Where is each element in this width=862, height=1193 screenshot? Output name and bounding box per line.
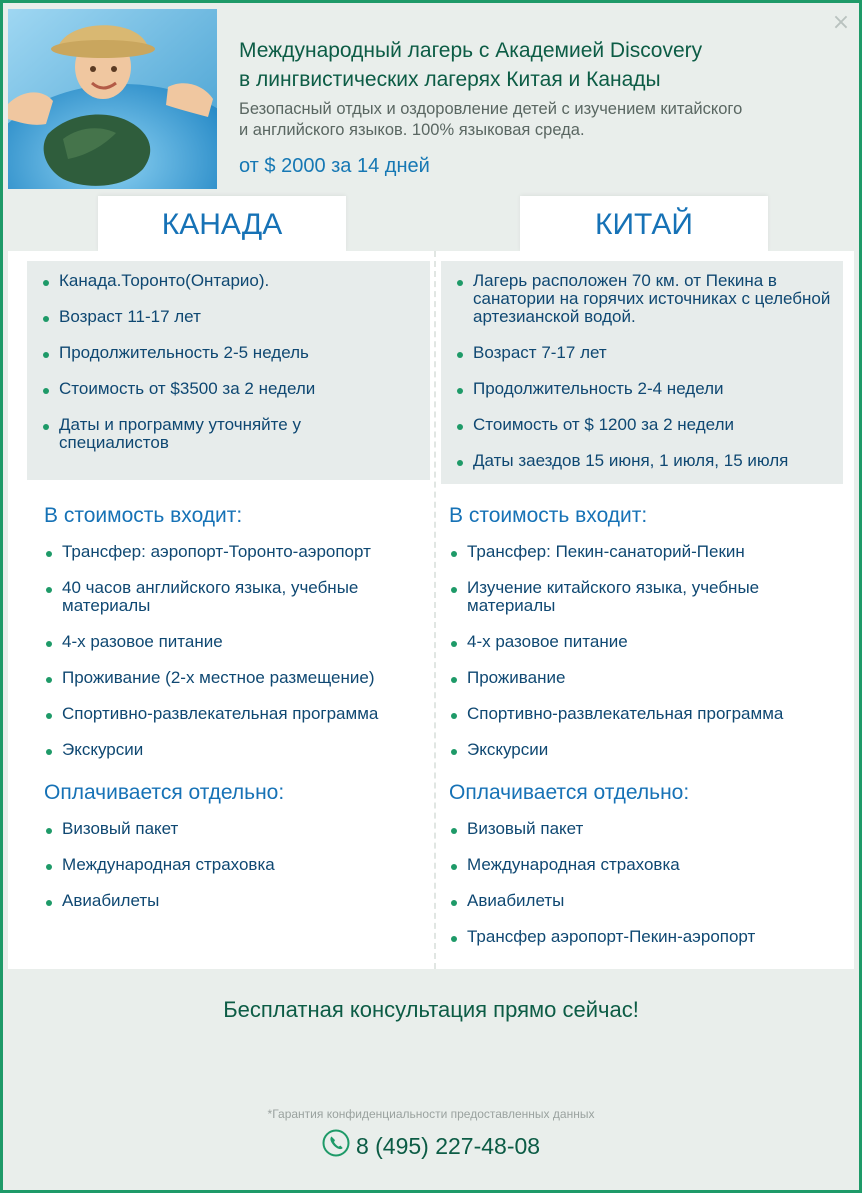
list-item: Международная страховка xyxy=(449,856,849,874)
list-item: Проживание xyxy=(449,669,849,687)
canada-extra-list xyxy=(44,820,429,928)
column-divider xyxy=(434,251,436,969)
tab-canada[interactable]: КАНАДА xyxy=(98,196,346,252)
list-item: 4-х разовое питание xyxy=(449,633,849,651)
list-item: Спортивно-развлекательная программа xyxy=(449,705,849,723)
header-title xyxy=(239,36,829,94)
list-item: Лагерь расположен 70 км. от Пекина в санатории на горячих источниках с целебной артезианской водой. xyxy=(455,272,833,326)
canada-extra-title: Оплачивается отдельно: xyxy=(44,781,285,804)
china-extra-list xyxy=(449,820,849,964)
canada-included-list xyxy=(44,543,429,777)
list-item: Продолжительность 2-5 недель xyxy=(41,344,420,362)
header-description xyxy=(239,99,839,141)
list-item: 40 часов английского языка, учебные материалы xyxy=(44,579,429,615)
hero-photo xyxy=(8,9,217,189)
header-description-line-1: Безопасный отдых и оздоровление детей с изучением китайского xyxy=(239,100,743,118)
canada-summary-list xyxy=(27,261,430,452)
header-price: от $ 2000 за 14 дней xyxy=(239,155,430,177)
china-included-list xyxy=(449,543,849,777)
list-item: Трансфер: аэропорт-Торонто-аэропорт xyxy=(44,543,429,561)
china-summary-box xyxy=(441,261,843,484)
phone-icon xyxy=(322,1129,350,1163)
header-description-line-2: и английского языков. 100% языковая среда. xyxy=(239,121,585,139)
canada-summary-box xyxy=(27,261,430,480)
phone-number[interactable]: 8 (495) 227-48-08 xyxy=(355,1133,541,1160)
list-item: Продолжительность 2-4 недели xyxy=(455,380,833,398)
list-item: Трансфер: Пекин-санаторий-Пекин xyxy=(449,543,849,561)
list-item: Стоимость от $3500 за 2 недели xyxy=(41,380,420,398)
list-item: Проживание (2-х местное размещение) xyxy=(44,669,429,687)
list-item: 4-х разовое питание xyxy=(44,633,429,651)
consultation-heading: Бесплатная консультация прямо сейчас! xyxy=(223,997,639,1022)
list-item: Даты заездов 15 июня, 1 июля, 15 июля xyxy=(455,452,833,470)
list-item: Визовый пакет xyxy=(449,820,849,838)
list-item: Авиабилеты xyxy=(449,892,849,910)
list-item: Международная страховка xyxy=(44,856,429,874)
list-item: Визовый пакет xyxy=(44,820,429,838)
list-item: Изучение китайского языка, учебные материалы xyxy=(449,579,849,615)
tab-china[interactable]: КИТАЙ xyxy=(520,196,768,252)
privacy-note: *Гарантия конфиденциальности предоставленных данных xyxy=(267,1107,595,1121)
content-panel xyxy=(8,251,854,969)
china-summary-list xyxy=(441,261,843,470)
phone-number-row[interactable] xyxy=(8,1133,854,1163)
list-item: Экскурсии xyxy=(44,741,429,759)
header-title-line-2: в лингвистических лагерях Китая и Канады xyxy=(239,68,661,91)
list-item: Трансфер аэропорт-Пекин-аэропорт xyxy=(449,928,849,946)
list-item: Канада.Торонто(Онтарио). xyxy=(41,272,420,290)
list-item: Спортивно-развлекательная программа xyxy=(44,705,429,723)
list-item: Экскурсии xyxy=(449,741,849,759)
china-extra-title: Оплачивается отдельно: xyxy=(449,781,690,804)
china-included-title: В стоимость входит: xyxy=(449,504,648,527)
footer xyxy=(8,969,854,1190)
list-item: Даты и программу уточняйте у специалистов xyxy=(41,416,359,452)
header-title-line-1: Международный лагерь с Академией Discovery xyxy=(239,39,703,62)
list-item: Возраст 11-17 лет xyxy=(41,308,420,326)
list-item: Стоимость от $ 1200 за 2 недели xyxy=(455,416,833,434)
list-item: Авиабилеты xyxy=(44,892,429,910)
close-icon[interactable]: × xyxy=(831,10,851,35)
list-item: Возраст 7-17 лет xyxy=(455,344,833,362)
canada-included-title: В стоимость входит: xyxy=(44,504,243,527)
